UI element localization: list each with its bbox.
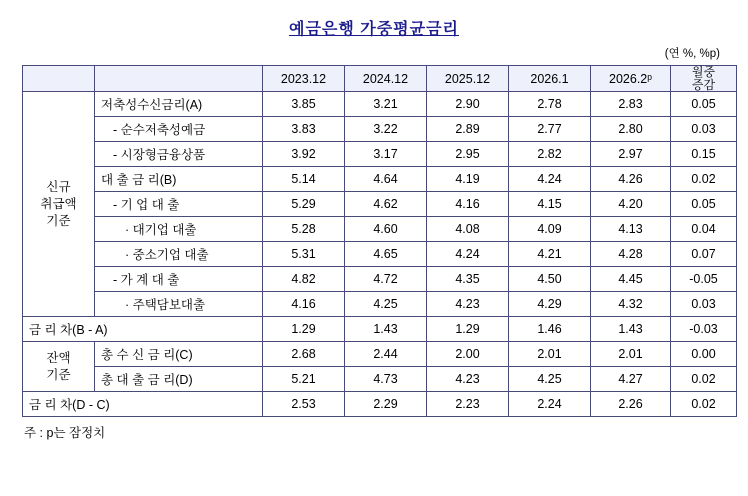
cell-value: 2.82 — [509, 142, 591, 167]
cell-value: 2.78 — [509, 92, 591, 117]
cell-change: 0.04 — [671, 217, 737, 242]
cell-value: 1.43 — [345, 317, 427, 342]
group-label-new-handling — [23, 92, 95, 317]
table-row — [23, 242, 737, 267]
table-row — [23, 167, 737, 192]
cell-value: 2.00 — [427, 342, 509, 367]
table-container — [0, 65, 748, 417]
table-row — [23, 292, 737, 317]
cell-value: 2.53 — [263, 392, 345, 417]
table-row — [23, 367, 737, 392]
cell-value: 3.83 — [263, 117, 345, 142]
cell-value-highlight: 2.26 — [591, 392, 671, 417]
footnote: 주 : p는 잠정치 — [24, 426, 106, 441]
change-label-line1: 월중 — [691, 65, 716, 79]
header-col-2026-1: 2026.1 — [509, 66, 591, 92]
cell-value: 2.29 — [345, 392, 427, 417]
cell-value-highlight: 4.45 — [591, 267, 671, 292]
cell-change: -0.05 — [671, 267, 737, 292]
header-col-2024-12: 2024.12 — [345, 66, 427, 92]
cell-value: 4.19 — [427, 167, 509, 192]
cell-value: 4.24 — [509, 167, 591, 192]
cell-value-highlight: 4.28 — [591, 242, 671, 267]
cell-value: 4.16 — [263, 292, 345, 317]
table-row — [23, 142, 737, 167]
table-header — [23, 66, 737, 92]
cell-value: 2.24 — [509, 392, 591, 417]
cell-change: 0.15 — [671, 142, 737, 167]
cell-value-highlight: 2.80 — [591, 117, 671, 142]
table-row — [23, 192, 737, 217]
cell-value: 2.44 — [345, 342, 427, 367]
cell-value: 3.21 — [345, 92, 427, 117]
cell-change: 0.03 — [671, 117, 737, 142]
row-item-label: 총 대 출 금 리(D) — [95, 367, 263, 392]
cell-value: 4.65 — [345, 242, 427, 267]
group-label-line1: 신규 — [46, 179, 71, 194]
cell-value: 3.92 — [263, 142, 345, 167]
cell-value: 4.08 — [427, 217, 509, 242]
row-item-label: · 대기업 대출 — [95, 217, 263, 242]
table-header-row — [23, 66, 737, 92]
row-item-label: 대 출 금 리(B) — [95, 167, 263, 192]
cell-value: 2.01 — [509, 342, 591, 367]
cell-value: 2.89 — [427, 117, 509, 142]
group-label-line1: 잔액 — [46, 350, 71, 365]
cell-value: 2.90 — [427, 92, 509, 117]
cell-value: 2.23 — [427, 392, 509, 417]
row-item-label: - 기 업 대 출 — [95, 192, 263, 217]
cell-value: 4.82 — [263, 267, 345, 292]
cell-value: 5.14 — [263, 167, 345, 192]
cell-value: 4.15 — [509, 192, 591, 217]
table-row — [23, 267, 737, 292]
header-col-2025-12: 2025.12 — [427, 66, 509, 92]
cell-value: 4.25 — [345, 292, 427, 317]
cell-value: 2.95 — [427, 142, 509, 167]
cell-value: 4.64 — [345, 167, 427, 192]
cell-value-highlight: 2.83 — [591, 92, 671, 117]
row-item-label: - 순수저축성예금 — [95, 117, 263, 142]
cell-change: -0.03 — [671, 317, 737, 342]
cell-value: 3.17 — [345, 142, 427, 167]
cell-change: 0.02 — [671, 167, 737, 192]
row-item-label: 금 리 차(B - A) — [23, 317, 263, 342]
group-label-balance — [23, 342, 95, 392]
cell-value: 4.24 — [427, 242, 509, 267]
cell-value: 1.29 — [263, 317, 345, 342]
row-item-label: 총 수 신 금 리(C) — [95, 342, 263, 367]
unit-note: (연 %, %p) — [664, 48, 720, 60]
row-item-label: 저축성수신금리(A) — [95, 92, 263, 117]
cell-value-highlight: 1.43 — [591, 317, 671, 342]
cell-value: 5.21 — [263, 367, 345, 392]
cell-value: 4.62 — [345, 192, 427, 217]
cell-value: 4.60 — [345, 217, 427, 242]
cell-value: 4.72 — [345, 267, 427, 292]
table-row — [23, 92, 737, 117]
cell-value: 4.09 — [509, 217, 591, 242]
row-item-label: · 주택담보대출 — [95, 292, 263, 317]
cell-value: 4.21 — [509, 242, 591, 267]
cell-change: 0.05 — [671, 92, 737, 117]
row-item-label: · 중소기업 대출 — [95, 242, 263, 267]
cell-value: 1.29 — [427, 317, 509, 342]
cell-value: 4.16 — [427, 192, 509, 217]
cell-value-highlight: 4.20 — [591, 192, 671, 217]
cell-value: 2.77 — [509, 117, 591, 142]
group-label-line3: 기준 — [46, 213, 71, 228]
cell-value: 3.22 — [345, 117, 427, 142]
cell-value-highlight: 4.13 — [591, 217, 671, 242]
row-item-label: 금 리 차(D - C) — [23, 392, 263, 417]
page-title: 예금은행 가중평균금리 — [288, 21, 459, 38]
header-item-blank — [95, 66, 263, 92]
table-body — [23, 92, 737, 417]
cell-change: 0.07 — [671, 242, 737, 267]
cell-value: 5.31 — [263, 242, 345, 267]
cell-change: 0.00 — [671, 342, 737, 367]
header-col-2023-12: 2023.12 — [263, 66, 345, 92]
table-row — [23, 392, 737, 417]
group-label-line2: 기준 — [46, 367, 71, 382]
group-label-line2: 취급액 — [40, 196, 77, 211]
cell-change: 0.03 — [671, 292, 737, 317]
change-label-line2: 증감 — [691, 77, 716, 92]
interest-rate-table — [22, 65, 737, 417]
document-page — [0, 16, 748, 496]
cell-value: 4.25 — [509, 367, 591, 392]
cell-value-highlight: 4.32 — [591, 292, 671, 317]
header-group-blank — [23, 66, 95, 92]
cell-value: 4.50 — [509, 267, 591, 292]
cell-value: 4.23 — [427, 292, 509, 317]
cell-value: 4.29 — [509, 292, 591, 317]
cell-value-highlight: 2.97 — [591, 142, 671, 167]
table-row — [23, 117, 737, 142]
cell-change: 0.02 — [671, 392, 737, 417]
row-item-label: - 시장형금융상품 — [95, 142, 263, 167]
cell-value: 3.85 — [263, 92, 345, 117]
cell-value-highlight: 2.01 — [591, 342, 671, 367]
cell-value: 5.28 — [263, 217, 345, 242]
table-row — [23, 317, 737, 342]
cell-value: 4.35 — [427, 267, 509, 292]
cell-value: 5.29 — [263, 192, 345, 217]
cell-value: 4.73 — [345, 367, 427, 392]
cell-change: 0.05 — [671, 192, 737, 217]
cell-change: 0.02 — [671, 367, 737, 392]
table-row — [23, 342, 737, 367]
cell-value-highlight: 4.26 — [591, 167, 671, 192]
cell-value-highlight: 4.27 — [591, 367, 671, 392]
cell-value: 2.68 — [263, 342, 345, 367]
table-row — [23, 217, 737, 242]
header-col-change — [671, 66, 737, 92]
row-item-label: - 가 계 대 출 — [95, 267, 263, 292]
header-col-2026-2p: 2026.2ᵖ — [591, 66, 671, 92]
cell-value: 4.23 — [427, 367, 509, 392]
cell-value: 1.46 — [509, 317, 591, 342]
